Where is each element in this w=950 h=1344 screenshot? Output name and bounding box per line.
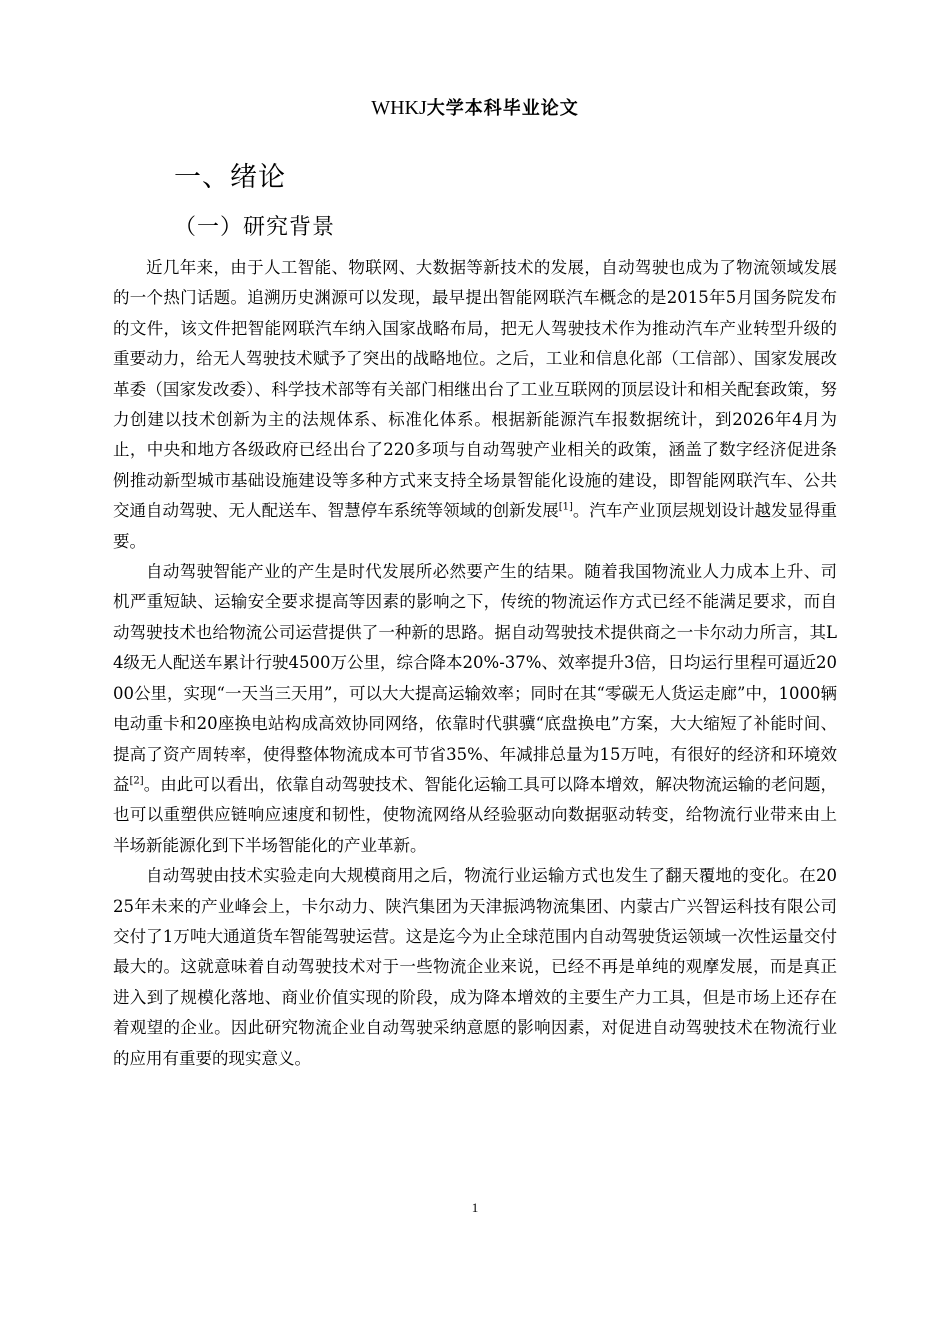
paragraph-1-text-end: 。汽车产业顶层规划设计越发显得重要。: [113, 501, 838, 551]
citation-ref-1: [1]: [558, 501, 573, 513]
page-number: 1: [471, 1200, 479, 1215]
body-paragraph-3: 自动驾驶由技术实验走向大规模商用之后，物流行业运输方式也发生了翻天覆地的变化。在2025年未来的产业峰会上，卡尔动力、陕汽集团为天津振鸿物流集团、内蒙古广兴智运科技有限公司交付了1万吨大通道货车智能驾驶运营。这是迄今为止全球范围内自动驾驶货运领域一次性运量交付最大的。这就意味着自动驾驶技术对于一些物流企业来说，已经不再是单纯的观摩发展，而是真正进入到了规模化落地、商业价值实现的阶段，成为降本增效的主要生产力工具，但是市场上还存在着观望的企业。因此研究物流企业自动驾驶采纳意愿的影响因素，对促进自动驾驶技术在物流行业的应用有重要的现实意义。: [113, 866, 837, 1068]
paragraph-1-text: 近几年来，由于人工智能、物联网、大数据等新技术的发展，自动驾驶也成为了物流领域发展的一个热门话题。追溯历史渊源可以发现，最早提出智能网联汽车概念的是2015年5月国务院发布的文件，该文件把智能网联汽车纳入国家战略布局，把无人驾驶技术作为推动汽车产业转型升级的重要动力，给无人驾驶技术赋予了突出的战略地位。之后，工业和信息化部（工信部）、国家发展改革委（国家发改委）、科学技术部等有关部门相继出台了工业互联网的顶层设计和相关配套政策，努力创建以技术创新为主的法规体系、标准化体系。根据新能源汽车报数据统计，到2026年4月为止，中央和地方各级政府已经出台了220多项与自动驾驶产业相关的政策，涵盖了数字经济促进条例推动新型城市基础设施建设等多种方式来支持全场景智能化设施的建设，即智能网联汽车、公共交通自动驾驶、无人配送车、智慧停车系统等领域的创新发展: [113, 258, 837, 521]
header-thesis-label: 大学本科毕业论文: [426, 98, 579, 119]
header-university-code: WHKJ: [371, 97, 427, 119]
paragraph-2-text-end: 。由此可以看出，依靠自动驾驶技术、智能化运输工具可以降本增效，解决物流运输的老问题，也可以重塑供应链响应速度和韧性，使物流网络从经验驱动向数据驱动转变，给物流行业带来由上半场新能源化到下半场智能化的产业革新。: [113, 774, 838, 855]
body-content: [113, 253, 837, 1074]
citation-ref-2: [2]: [129, 775, 144, 787]
body-paragraph-2: [113, 557, 837, 861]
body-paragraph-1: [113, 253, 837, 557]
paragraph-2-text: 自动驾驶智能产业的产生是时代发展所必然要产生的结果。随着我国物流业人力成本上升、司机严重短缺、运输安全要求提高等因素的影响之下，传统的物流运作方式已经不能满足要求，而自动驾驶技术也给物流公司运营提供了一种新的思路。据自动驾驶技术提供商之一卡尔动力所言，其L4级无人配送车累计行驶4500万公里，综合降本20%-37%、效率提升3倍，日均运行里程可逼近2000公里，实现“一天当三天用”，可以大大提高运输效率；同时在其“零碳无人货运走廊”中，1000辆电动重卡和20座换电站构成高效协同网络，依靠时代骐骥“底盘换电”方案，大大缩短了补能时间、提高了资产周转率，使得整体物流成本可节省35%、年减排总量为15万吨，有很好的经济和环境效益: [113, 562, 837, 794]
section-title: （一）研究背景: [174, 215, 336, 240]
page-header: [0, 94, 950, 123]
chapter-title: 一、绪论: [174, 162, 286, 193]
